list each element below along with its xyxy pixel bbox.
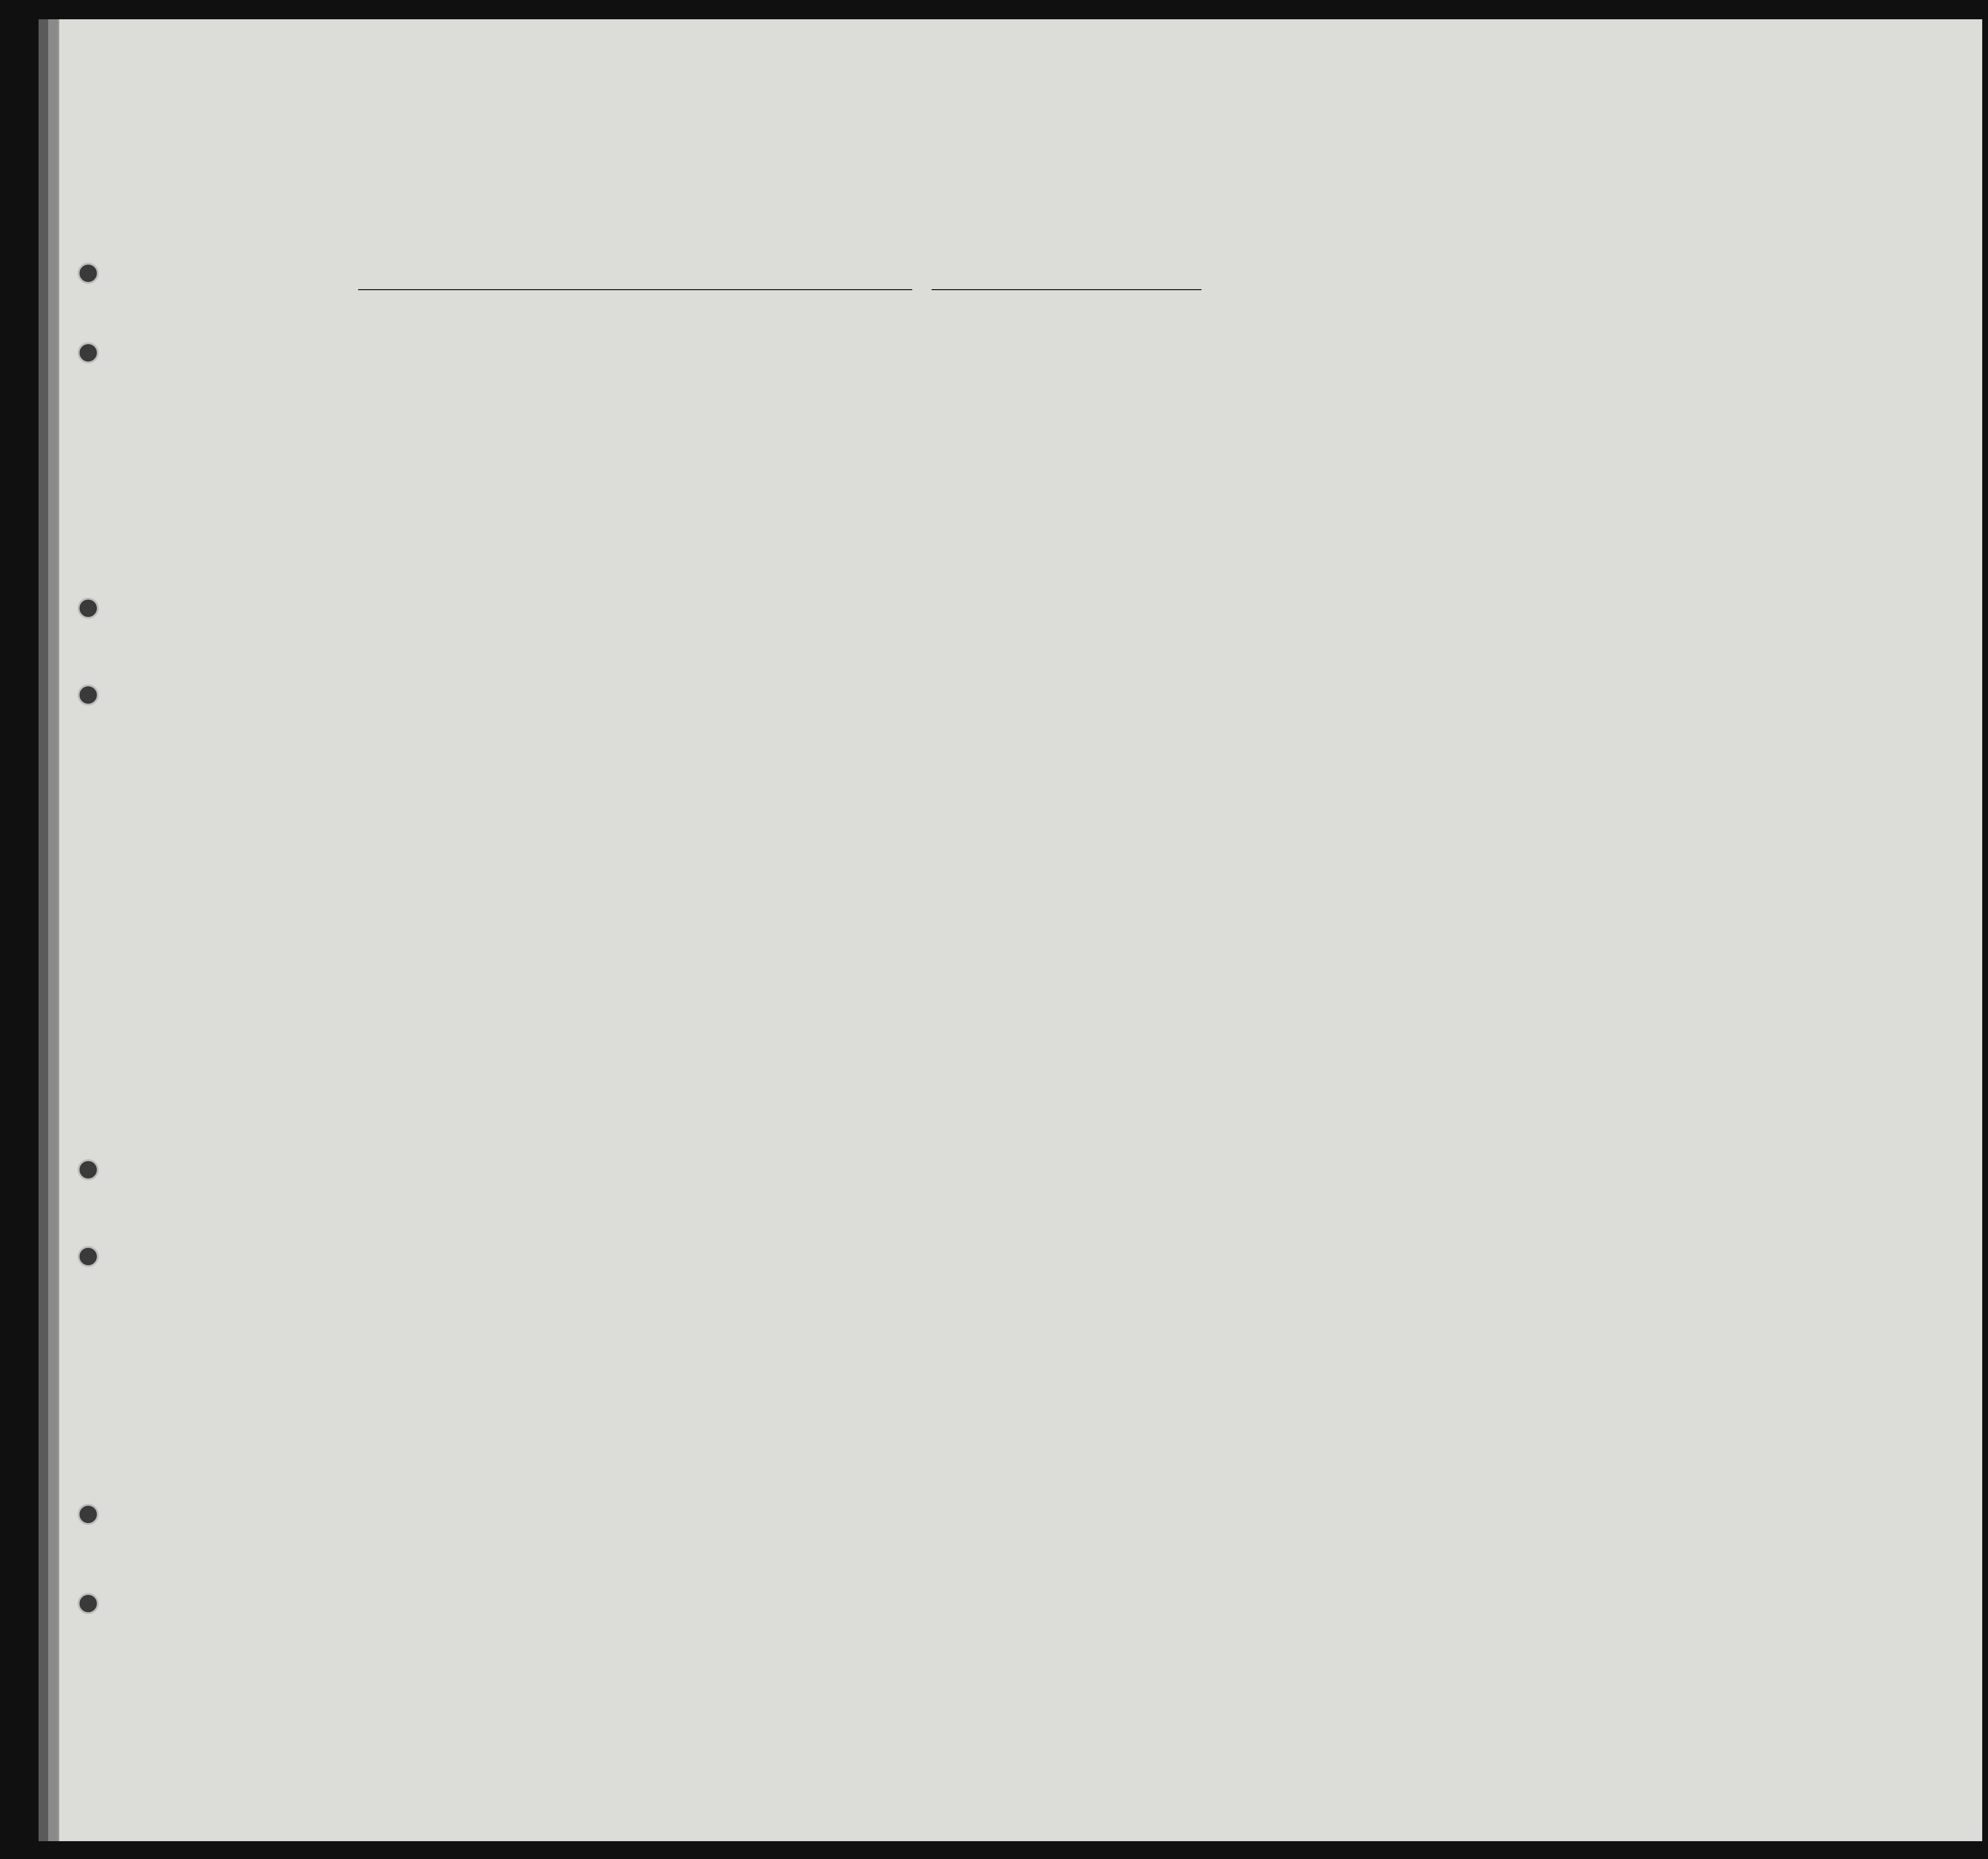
- manifest-sheet: [58, 19, 1982, 1841]
- table-grid: [59, 19, 1982, 1841]
